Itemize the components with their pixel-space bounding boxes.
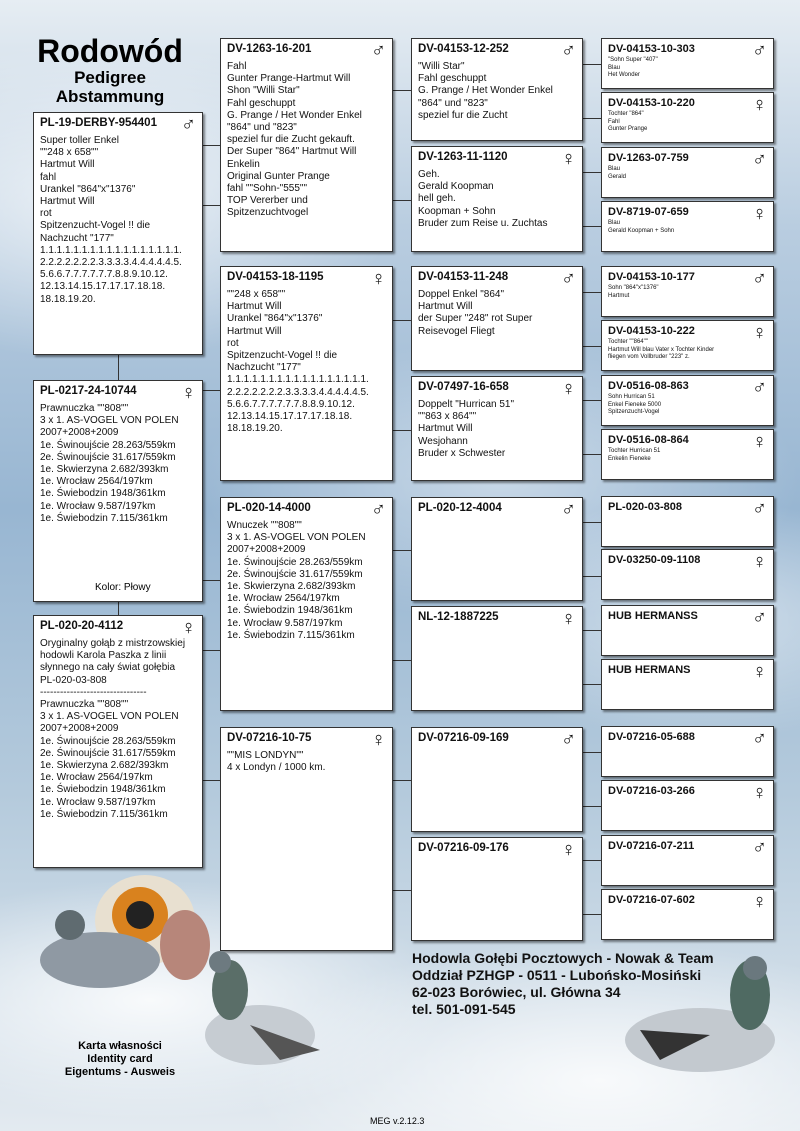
- description-line: Hartmut Will: [40, 196, 95, 208]
- pedigree-card[interactable]: [33, 615, 203, 868]
- male-icon: ♂: [752, 498, 767, 520]
- pedigree-card[interactable]: [601, 429, 774, 480]
- description-line: Prawnuczka ""808"": [40, 403, 129, 414]
- description-line: Enkelin: [227, 158, 260, 170]
- ring-number: PL-020-12-4004: [418, 502, 502, 514]
- description-line: 1e. Skwierzyna 2.682/393km: [227, 581, 356, 593]
- description-line: 18.18.19.20.: [227, 423, 283, 435]
- pedigree-card[interactable]: [411, 146, 583, 252]
- description-line: 3 x 1. AS-VOGEL VON POLEN: [227, 532, 366, 544]
- description-line: Enkelin Fieneke: [608, 455, 651, 462]
- bird-description: [227, 750, 386, 774]
- pedigree-card[interactable]: [601, 659, 774, 710]
- description-line: Fahl: [608, 118, 620, 125]
- description-line: Enkel Fieneke 5000: [608, 401, 662, 408]
- description-line: PL-020-03-808: [40, 674, 107, 686]
- male-icon: ♂: [752, 837, 767, 859]
- bird-description: [40, 135, 196, 306]
- card-label-de: Eigentums - Ausweis: [64, 1066, 176, 1078]
- pedigree-card[interactable]: [601, 605, 774, 656]
- description-line: Het Wonder: [608, 72, 640, 78]
- ring-number: DV-04153-10-177: [608, 271, 695, 283]
- male-icon: ♂: [752, 377, 767, 399]
- description-line: "Willi Star": [418, 61, 465, 72]
- description-line: speziel fur die Zucht: [418, 109, 508, 121]
- bird-description: [608, 166, 767, 181]
- ring-number: DV-04153-10-220: [608, 97, 695, 109]
- description-line: 1.1.1.1.1.1.1.1.1.1.1.1.1.1.1.1.1.: [227, 374, 369, 386]
- pedigree-card[interactable]: [601, 320, 774, 371]
- ring-number: HUB HERMANSS: [608, 610, 698, 622]
- description-line: Gunter Prange-Hartmut Will: [227, 73, 351, 85]
- female-icon: ♀: [371, 729, 386, 751]
- breeder-info: [412, 950, 714, 1018]
- description-line: Oryginalny gołąb z mistrzowskiej: [40, 638, 186, 649]
- connector-line: [393, 660, 411, 661]
- description-line: 5.6.6.7.7.7.7.7.7.8.8.9.10.12.: [40, 269, 168, 281]
- description-line: Doppelt "Hurrican 51": [418, 399, 515, 410]
- description-line: G. Prange / Het Wonder Enkel: [418, 85, 553, 97]
- ring-number: DV-07216-09-176: [418, 842, 509, 854]
- female-icon: ♀: [561, 608, 576, 630]
- description-line: Hartmut Will: [40, 159, 95, 171]
- description-line: Nachzucht "177": [40, 232, 114, 244]
- connector-line: [203, 145, 220, 146]
- ring-number: DV-0516-08-863: [608, 380, 689, 392]
- female-icon: ♀: [181, 617, 196, 639]
- description-line: 3 x 1. AS-VOGEL VON POLEN: [40, 711, 179, 723]
- ring-number: DV-07216-03-266: [608, 785, 695, 797]
- pedigree-card[interactable]: [601, 835, 774, 886]
- description-line: ""248 x 658"": [227, 289, 286, 300]
- description-line: 12.13.14.15.17.17.17.18.18.: [227, 411, 353, 423]
- description-line: Fahl: [227, 61, 247, 72]
- title-sub-en: Pedigree: [74, 68, 146, 87]
- bird-description: [608, 111, 767, 134]
- male-icon: ♂: [561, 499, 576, 521]
- pedigree-card[interactable]: [601, 147, 774, 198]
- description-line: Tochter ""864"": [608, 339, 648, 345]
- description-line: 1e. Skwierzyna 2.682/393km: [40, 760, 169, 772]
- description-line: Spitzenzucht-Vogel !! die: [227, 350, 338, 362]
- title-sub-de: Abstammung: [55, 87, 165, 106]
- connector-line: [583, 522, 601, 523]
- description-line: Wesjohann: [418, 435, 468, 447]
- pigeon-image: [25, 870, 215, 1030]
- connector-line: [393, 780, 411, 781]
- description-line: 1e. Wrocław 2564/197km: [227, 593, 340, 605]
- description-line: 1e. Świnoujście 28.263/559km: [227, 556, 363, 568]
- bird-description: [418, 61, 576, 122]
- pedigree-card[interactable]: [601, 889, 774, 940]
- bird-description: [418, 169, 576, 230]
- connector-line: [118, 602, 119, 615]
- description-line: Hartmut Will: [418, 301, 473, 313]
- bird-description: [608, 220, 767, 235]
- description-line: der Super "248" rot Super: [418, 313, 533, 325]
- female-icon: ♀: [561, 148, 576, 170]
- description-line: "864" und "823": [227, 122, 297, 134]
- card-label-en: Identity card: [87, 1053, 153, 1065]
- description-line: 1e. Wrocław 9.587/197km: [40, 500, 156, 512]
- description-line: 1e. Świebodzin 1948/361km: [40, 488, 166, 500]
- description-line: Bruder x Schwester: [418, 447, 506, 459]
- description-line: Reisevogel Fliegt: [418, 325, 495, 337]
- pedigree-card[interactable]: [601, 266, 774, 317]
- description-line: 3 x 1. AS-VOGEL VON POLEN: [40, 415, 179, 427]
- ring-number: DV-1263-11-1120: [418, 151, 508, 163]
- connector-line: [393, 90, 411, 91]
- male-icon: ♂: [181, 114, 196, 136]
- identity-card-label: [20, 1040, 220, 1079]
- female-icon: ♀: [752, 431, 767, 453]
- ring-number: DV-0516-08-864: [608, 434, 689, 446]
- connector-line: [583, 172, 601, 173]
- bird-description: [227, 520, 386, 642]
- ring-number: DV-04153-10-222: [608, 325, 695, 337]
- female-icon: ♀: [561, 378, 576, 400]
- ring-number: PL-19-DERBY-954401: [40, 117, 157, 129]
- description-line: 1e. Wrocław 2564/197km: [40, 476, 153, 488]
- description-line: 1.1.1.1.1.1.1.1.1.1.1.1.1.1.1.1.1.: [40, 244, 182, 256]
- description-line: Nachzucht "177": [227, 362, 301, 374]
- male-icon: ♂: [752, 607, 767, 629]
- description-line: słynnego na cały świat gołębia: [40, 662, 176, 674]
- description-line: TOP Vererber und: [227, 195, 308, 207]
- ring-number: DV-07216-05-688: [608, 731, 695, 743]
- description-line: 1e. Wrocław 2564/197km: [40, 772, 153, 784]
- male-icon: ♂: [752, 728, 767, 750]
- description-line: Tochter Hurrican 51: [608, 448, 661, 454]
- pedigree-card[interactable]: [601, 780, 774, 831]
- ring-number: DV-03250-09-1108: [608, 554, 701, 566]
- description-line: Original Gunter Prange: [227, 170, 330, 182]
- color-label: Kolor: Płowy: [95, 582, 151, 593]
- description-line: ""863 x 864"": [418, 411, 477, 423]
- description-line: 4 x Londyn / 1000 km.: [227, 762, 326, 774]
- pedigree-card[interactable]: [411, 376, 583, 481]
- breeder-phone: tel. 501-091-545: [412, 1001, 516, 1017]
- connector-line: [583, 226, 601, 227]
- bird-description: [608, 339, 767, 362]
- description-line: 1e. Świebodzin 7.115/361km: [227, 629, 355, 641]
- breeder-address: 62-023 Borówiec, ul. Główna 34: [412, 984, 621, 1000]
- description-line: Hartmut Will blau Vater x Tochter Kinder: [608, 346, 715, 353]
- breeder-name: Hodowla Gołębi Pocztowych - Nowak & Team: [412, 950, 714, 966]
- connector-line: [203, 205, 220, 206]
- connector-line: [583, 64, 601, 65]
- description-line: 1e. Skwierzyna 2.682/393km: [40, 464, 169, 476]
- pedigree-card[interactable]: [601, 38, 774, 89]
- ring-number: PL-020-03-808: [608, 501, 682, 513]
- pedigree-card[interactable]: [411, 266, 583, 371]
- description-line: speziel fur die Zucht gekauft.: [227, 134, 355, 146]
- description-line: Urankel "864"x"1376": [227, 313, 323, 325]
- description-line: 12.13.14.15.17.17.17.18.18.: [40, 281, 166, 293]
- bird-description: [227, 61, 386, 220]
- connector-line: [583, 630, 601, 631]
- description-line: 1e. Świnoujście 28.263/559km: [40, 735, 176, 747]
- description-line: Sohn Hurrican 51: [608, 394, 655, 400]
- connector-line: [203, 650, 220, 651]
- ring-number: DV-04153-10-303: [608, 43, 695, 55]
- connector-line: [583, 860, 601, 861]
- connector-line: [393, 890, 411, 891]
- pedigree-card[interactable]: [220, 38, 393, 252]
- ring-number: DV-07216-10-75: [227, 732, 312, 744]
- ring-number: NL-12-1887225: [418, 611, 499, 623]
- description-line: 5.6.6.7.7.7.7.7.7.8.8.9.10.12.: [227, 398, 355, 410]
- description-line: Wnuczek ""808"": [227, 520, 302, 531]
- description-line: G. Prange / Het Wonder Enkel: [227, 109, 362, 121]
- ring-number: DV-1263-16-201: [227, 43, 312, 55]
- description-line: Blau: [608, 166, 621, 172]
- description-line: 1e. Świebodzin 7.115/361km: [40, 808, 168, 820]
- description-line: 2007+2008+2009: [227, 544, 306, 556]
- ring-number: DV-07216-09-169: [418, 732, 509, 744]
- description-line: Fahl geschuppt: [418, 73, 487, 85]
- ring-number: DV-07497-16-658: [418, 381, 509, 393]
- connector-line: [393, 320, 411, 321]
- female-icon: ♀: [752, 661, 767, 683]
- male-icon: ♂: [561, 268, 576, 290]
- pedigree-card[interactable]: [601, 375, 774, 426]
- bird-description: [418, 399, 576, 460]
- connector-line: [583, 400, 601, 401]
- pedigree-card[interactable]: [411, 837, 583, 941]
- male-icon: ♂: [752, 149, 767, 171]
- female-icon: ♀: [752, 782, 767, 804]
- male-icon: ♂: [371, 499, 386, 521]
- connector-line: [393, 430, 411, 431]
- description-line: Hartmut Will: [227, 301, 282, 313]
- description-line: Blau: [608, 64, 621, 71]
- description-line: Urankel "864"x"1376": [40, 183, 136, 195]
- female-icon: ♀: [561, 839, 576, 861]
- description-line: hodowli Karola Paszka z linii: [40, 650, 167, 662]
- bird-description: [608, 394, 767, 417]
- description-line: Gerald Koopman + Sohn: [608, 227, 675, 234]
- connector-line: [583, 684, 601, 685]
- description-line: "Sohn Super "407": [608, 57, 658, 63]
- description-line: Spitzenzucht-Vogel !! die: [40, 220, 151, 232]
- female-icon: ♀: [752, 891, 767, 913]
- description-line: Shon "Willi Star": [227, 85, 300, 97]
- connector-line: [583, 454, 601, 455]
- bird-description: [608, 448, 767, 463]
- description-line: 1e. Wrocław 9.587/197km: [40, 796, 156, 808]
- description-line: 1e. Świnoujście 28.263/559km: [40, 439, 176, 451]
- description-line: Prawnuczka ""808"": [40, 699, 129, 711]
- description-line: Fahl geschuppt: [227, 97, 296, 109]
- connector-line: [203, 580, 220, 581]
- female-icon: ♀: [752, 551, 767, 573]
- pedigree-card[interactable]: [601, 726, 774, 777]
- description-line: Koopman + Sohn: [418, 205, 496, 217]
- male-icon: ♂: [371, 40, 386, 62]
- description-line: rot: [227, 337, 239, 349]
- ring-number: DV-1263-07-759: [608, 152, 689, 164]
- connector-line: [203, 390, 220, 391]
- description-line: Bruder zum Reise u. Zuchtas: [418, 217, 548, 229]
- bird-description: [40, 638, 196, 821]
- ring-number: PL-020-20-4112: [40, 620, 124, 632]
- female-icon: ♀: [371, 268, 386, 290]
- ring-number: DV-07216-07-602: [608, 894, 695, 906]
- description-line: 2e. Świnoujście 31.617/559km: [227, 568, 363, 580]
- description-line: hell geh.: [418, 193, 456, 205]
- pedigree-card[interactable]: [220, 266, 393, 481]
- ring-number: PL-0217-24-10744: [40, 385, 137, 397]
- ring-number: HUB HERMANS: [608, 664, 691, 676]
- description-line: Spitzenzucht-Vogel: [608, 409, 660, 415]
- pedigree-card[interactable]: [411, 497, 583, 601]
- description-line: Doppel Enkel "864": [418, 289, 505, 300]
- description-line: "864" und "823": [418, 97, 488, 109]
- description-line: 2e. Świnoujście 31.617/559km: [40, 747, 176, 759]
- description-line: 2007+2008+2009: [40, 723, 119, 735]
- description-line: fahl ""Sohn-"555"": [227, 183, 308, 195]
- description-line: Hartmut Will: [418, 423, 473, 435]
- description-line: 2e. Świnoujście 31.617/559km: [40, 451, 176, 463]
- description-line: 1e. Wrocław 9.587/197km: [227, 617, 343, 629]
- description-line: Hartmut Will: [227, 325, 282, 337]
- female-icon: ♀: [181, 382, 196, 404]
- description-line: 2.2.2.2.2.2.2.3.3.3.3.4.4.4.4.4.5.: [227, 386, 369, 398]
- connector-line: [203, 780, 220, 781]
- ring-number: DV-04153-18-1195: [227, 271, 324, 283]
- female-icon: ♀: [752, 203, 767, 225]
- description-line: rot: [40, 208, 52, 220]
- connector-line: [583, 118, 601, 119]
- pedigree-card[interactable]: [33, 380, 203, 602]
- male-icon: ♂: [752, 268, 767, 290]
- ring-number: DV-07216-07-211: [608, 840, 695, 852]
- description-line: Spitzenzuchtvogel: [227, 207, 309, 219]
- description-line: ""248 x 658"": [40, 147, 99, 159]
- pedigree-card[interactable]: [411, 727, 583, 832]
- description-line: 1e. Świebodzin 7.115/361km: [40, 512, 168, 524]
- pedigree-card[interactable]: [601, 496, 774, 547]
- description-line: Der Super "864" Hartmut Will: [227, 146, 357, 158]
- description-line: Super toller Enkel: [40, 135, 119, 146]
- ring-number: PL-020-14-4000: [227, 502, 311, 514]
- female-icon: ♀: [752, 94, 767, 116]
- description-line: Sohn "864"x"1376": [608, 285, 659, 291]
- female-icon: ♀: [752, 322, 767, 344]
- connector-line: [583, 576, 601, 577]
- pedigree-card[interactable]: [411, 606, 583, 711]
- ring-number: DV-04153-11-248: [418, 271, 509, 283]
- male-icon: ♂: [561, 40, 576, 62]
- ring-number: DV-8719-07-659: [608, 206, 689, 218]
- pedigree-card[interactable]: [220, 497, 393, 711]
- bird-description: [418, 289, 576, 338]
- pedigree-card[interactable]: [220, 727, 393, 951]
- description-line: Gerald: [608, 173, 627, 180]
- bird-description: [227, 289, 386, 435]
- title-main: Rodowód: [37, 33, 183, 69]
- description-line: fliegen vom Vollbruder "223" z.: [608, 354, 690, 360]
- connector-line: [118, 355, 119, 380]
- pedigree-card[interactable]: [601, 549, 774, 600]
- description-line: Gunter Prange: [608, 126, 648, 132]
- connector-line: [393, 200, 411, 201]
- connector-line: [393, 550, 411, 551]
- page-title: [30, 34, 190, 106]
- description-line: 2.2.2.2.2.2.2.3.3.3.3.4.4.4.4.4.5.: [40, 257, 182, 269]
- connector-line: [583, 914, 601, 915]
- connector-line: [583, 346, 601, 347]
- male-icon: ♂: [561, 729, 576, 751]
- description-line: 18.18.19.20.: [40, 293, 96, 305]
- ring-number: DV-04153-12-252: [418, 43, 509, 55]
- connector-line: [583, 292, 601, 293]
- card-label-pl: Karta własności: [78, 1040, 162, 1052]
- pedigree-card[interactable]: [601, 92, 774, 143]
- bird-description: [40, 403, 196, 525]
- description-line: Gerald Koopman: [418, 181, 494, 193]
- pedigree-card[interactable]: [33, 112, 203, 355]
- description-line: 1e. Świebodzin 1948/361km: [40, 784, 166, 796]
- connector-line: [583, 806, 601, 807]
- description-line: ""MIS LONDYN"": [227, 750, 304, 761]
- connector-line: [583, 752, 601, 753]
- description-line: Geh.: [418, 169, 440, 180]
- pedigree-card[interactable]: [601, 201, 774, 252]
- description-line: Blau: [608, 220, 621, 226]
- description-line: fahl: [40, 171, 57, 183]
- bird-description: [608, 57, 767, 80]
- description-line: --------------------------------: [40, 686, 147, 698]
- breeder-branch: Oddział PZHGP - 0511 - Lubońsko-Mosiński: [412, 967, 702, 983]
- pedigree-card[interactable]: [411, 38, 583, 141]
- male-icon: ♂: [752, 40, 767, 62]
- bird-description: [608, 285, 767, 300]
- description-line: 1e. Świebodzin 1948/361km: [227, 605, 353, 617]
- description-line: Hartmut: [608, 292, 630, 299]
- version-label: MEG v.2.12.3: [370, 1116, 425, 1126]
- description-line: 2007+2008+2009: [40, 427, 119, 439]
- description-line: Tochter "864": [608, 111, 644, 117]
